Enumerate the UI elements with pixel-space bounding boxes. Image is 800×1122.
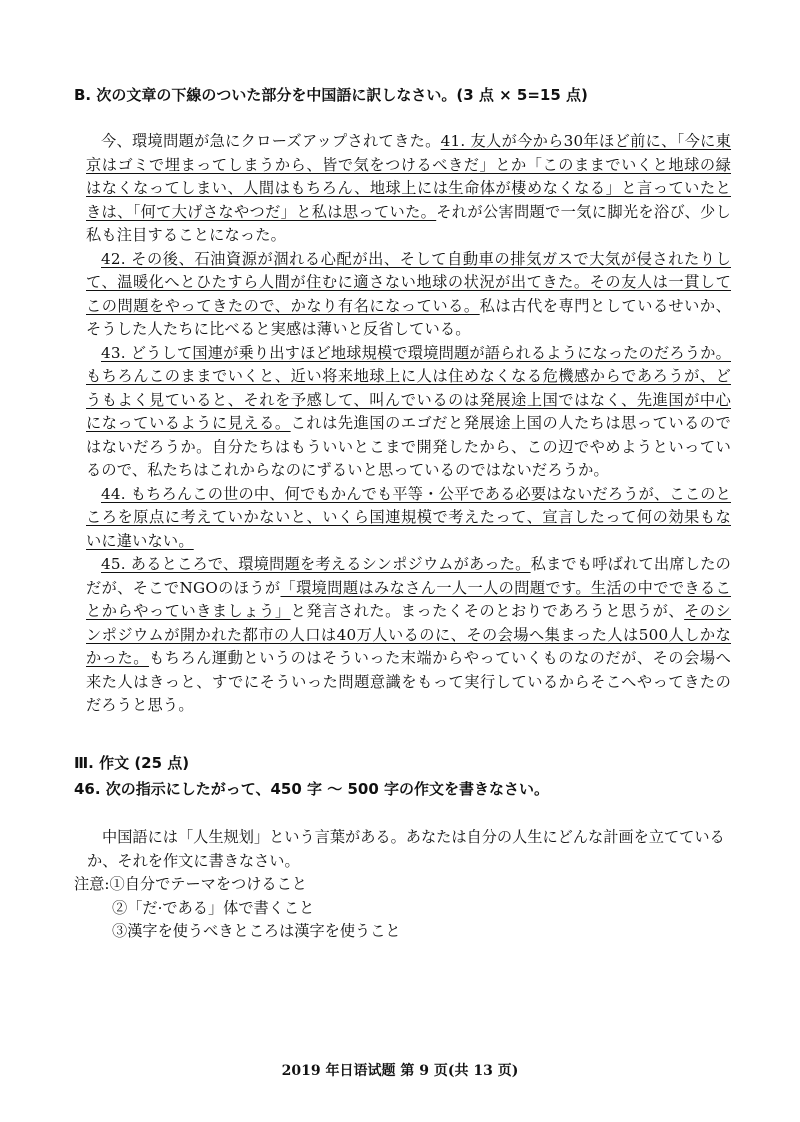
note-label: 注意:	[74, 875, 110, 893]
page-footer: 2019 年日语试题 第 9 页(共 13 页)	[281, 1063, 519, 1079]
paragraph-45	[86, 553, 731, 718]
paragraph-44	[86, 483, 731, 554]
paragraph-42	[86, 248, 731, 342]
passage-text: それが公害問題で一気に脚光を浴び、少し私も注目することになった。	[86, 202, 731, 244]
underlined-sentence-44: 44. もちろんこの世の中、何でもかんでも平等・公平である必要はないだろうが、ここのところを原点に考えていかないと、いくら国連規模で考えたって、宣言したって何の効果もないに違いない。	[86, 484, 731, 550]
passage-text: もちろん運動というのはそういった末端からやっていくものなのだが、その会場へ来た人はきっと、すでにそういった問題意識をもって実行しているからそこへやってきたのだろうと思う。	[86, 649, 731, 714]
section-3-heading: Ⅲ. 作文 (25 点)	[74, 754, 190, 772]
essay-prompt: 中国語には「人生规划」という言葉がある。あなたは自分の人生にどんな計画を立てているか、それを作文に書きなさい。	[87, 828, 725, 870]
underlined-sentence-45c: そのシンポジウムが開かれた都市の人口は40万人いるのに、その会場へ集まった人は500人しかなかった。	[86, 602, 731, 667]
passage-text: 私までも呼ばれて出席したのだが、そこでNGOのほうが	[86, 555, 731, 597]
underlined-sentence-42: 42. その後、石油資源が涸れる心配が出、そして自動車の排気ガスで大気が侵されたりして、温暖化へとひたすら人間が住むに適さない地球の状況が出てきた。その友人は一貫してこの問題をやってきたので、かなり有名になっている。	[86, 249, 731, 315]
section-3	[74, 752, 754, 804]
passage-text: と発言された。まったくそのとおりであろうと思うが、	[290, 602, 685, 620]
question-46: 46. 次の指示にしたがって、450 字 ～ 500 字の作文を書きなさい。	[74, 780, 550, 798]
underlined-sentence-45a: 45. あるところで、環境問題を考えるシンポジウムがあった。	[101, 555, 531, 573]
underlined-sentence-45b: 「環境問題はみなさん一人一人の問題です。生活の中でできることからやっていきましょう」	[86, 578, 731, 620]
reading-passage	[86, 130, 731, 718]
passage-text: これは先進国のエゴだと発展途上国の人たちは思っているのではないだろうか。自分たちはもういいとこまで開発したから、この辺でやめようといっているので、私たちはこれからなのにずるいと思っているのではないだろうか。	[86, 414, 731, 479]
note-item-3: ③漢字を使うべきところは漢字を使うこと	[112, 922, 401, 940]
underlined-sentence-41: 41. 友人が今から30年ほど前に、「今に東京はゴミで埋まってしまうから、皆で気をつけるべきだ」とか「このままでいくと地球の緑はなくなってしまい、人間はもちろん、地球上には生命体が棲めなくなる」と言っていたときは、「何て大げさなやつだ」と私は思っていた。	[86, 132, 732, 221]
paragraph-41	[86, 130, 731, 248]
underlined-sentence-43: 43. どうして国連が乗り出すほど地球規模で環境問題が語られるようになったのだろうか。もちろんこのままでいくと、近い将来地球上に人は住めなくなる危機感からであろうが、どうもよく見ていると、それを予感して、叫んでいるのは発展途上国ではなく、先進国が中心になっているように見える。	[86, 343, 731, 432]
passage-intro-text: 今、環境問題が急にクローズアップされてきた。	[101, 132, 441, 150]
essay-instructions	[74, 826, 734, 944]
paragraph-43	[86, 342, 731, 483]
note-line-1	[74, 873, 734, 897]
note-item-2: ②「だ·である」体で書くこと	[112, 898, 315, 917]
note-item-1: ①自分でテーマをつけること	[109, 875, 307, 893]
passage-text: 私は古代を専門としているせいか、そうした人たちに比べると実感は薄いと反省している。	[86, 296, 731, 338]
section-b-heading: B. 次の文章の下線のついた部分を中国語に訳しなさい。(3 点 × 5=15 点)	[74, 86, 588, 104]
